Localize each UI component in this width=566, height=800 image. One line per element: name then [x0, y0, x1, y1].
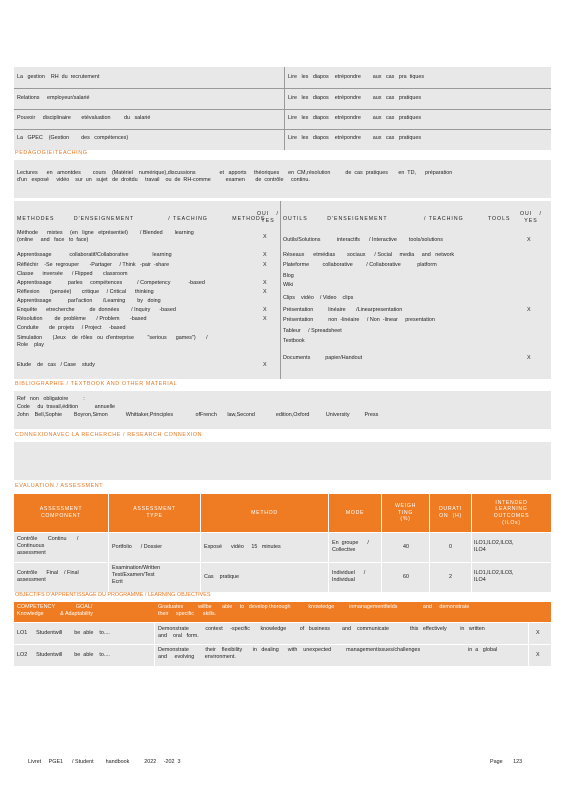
- tool-item: Wiki: [283, 282, 294, 288]
- tool-item: Clips vidéo / Video clips: [283, 295, 354, 301]
- tool-item: Tableur / Spreadsheet: [283, 328, 342, 334]
- tool-item: Outils/Solutions interactifs / Interactive tools/solutions: [283, 237, 443, 243]
- objectives-title: OBJECTIFS D'APPRENTISSAGE DU PROGRAMME / LEARNING OBJECTIVES: [15, 592, 211, 598]
- method-item: Méthode mixtes (en ligne etprésentiel) / Blended learning (online and face to face): [17, 230, 194, 243]
- method-item: Résolution de problème / Problem -based: [17, 316, 147, 322]
- objective-desc: Demonstrate context -specific knowledge of business and communicate this effectively in written and oral form.: [158, 626, 485, 639]
- method-item: Conduite de projets / Project -based: [17, 325, 126, 331]
- ue-row-right: Lire les diapos etrépondre aux cas pratiques: [288, 135, 422, 141]
- eval-weighting: 40: [403, 544, 409, 550]
- method-mark: X: [263, 252, 267, 258]
- bibliography-title: BIBLIOGRAPHIE / TEXTBOOK AND OTHER MATERIAL: [15, 381, 178, 387]
- method-item: Réfléchir -Se regrouper -Partager / Think -pair -share: [17, 262, 170, 268]
- tool-item: Réseaux etmédias sociaux / Social media and network: [283, 252, 455, 258]
- eval-type: Examination/Written Test/Examen/Test Ecrit: [112, 565, 161, 585]
- pedagogie-text: Lectures en amontdes cours (Matériel numérique),discussions et apports théoriques en CM,résolution de cas pratiques en TD, préparation d'un exposé vidéo sur un sujet de droitdu travail ou de RH-comme examen de contrôle continu.: [17, 170, 453, 183]
- tool-mark: X: [527, 355, 531, 361]
- method-mark: X: [263, 362, 267, 368]
- eval-method: Exposé vidéo 15 minutes: [204, 544, 281, 550]
- eval-header-mode: MODE: [329, 494, 381, 532]
- ue-row-right: Lire les diapos etrépondre aux cas pratiques: [288, 115, 422, 121]
- tool-item: Documents papier/Handout: [283, 355, 363, 361]
- tool-item: Présentation linéaire /Linearpresentation: [283, 307, 403, 313]
- tool-item: Présentation non -linéaire / Non -linear presentation: [283, 317, 435, 323]
- method-item: Simulation (Jeux de rôles ou d'entreprise "serious games") / Role play: [17, 335, 208, 348]
- ue-row-right: Lire les diapos etrépondre aux cas pra tiques: [288, 74, 425, 80]
- method-item: Apprentissage parl'action /Learning by doing: [17, 298, 161, 304]
- method-item: Etude de cas / Case study: [17, 362, 95, 368]
- objective-desc: Demonstrate their flexibility in dealing with unexpected managementissues/challenges in a global and evolving environment.: [158, 647, 498, 660]
- method-mark: X: [263, 307, 267, 313]
- objective-mark: X: [536, 630, 540, 636]
- tool-item: Plateforme collaborative / Collaborative platform: [283, 262, 437, 268]
- method-item: Enquête etrecherche de données / Inquiry -based: [17, 307, 176, 313]
- eval-mode: Individuel / Individual: [332, 570, 366, 583]
- eval-header-type: ASSESSMENT TYPE: [109, 494, 200, 532]
- eval-component: Contrôle Continu / Continuous assessment: [17, 536, 79, 556]
- tools-yes-header: OUI / YES: [520, 211, 542, 224]
- method-mark: X: [263, 262, 267, 268]
- ue-row-left: La GPEC (Gestion des compétences): [17, 135, 129, 141]
- bibliography-line: John Bell,Sophie Boyron,Simon Whittaker,Principles ofFrench law,Second edition,Oxford University Press: [17, 412, 379, 418]
- objectives-header-left: COMPETENCY GOAL/ Knowledge & Adaptability: [17, 604, 93, 617]
- ue-row-right: Lire les diapos etrépondre aux cas pratiques: [288, 95, 422, 101]
- eval-method: Cas pratique: [204, 574, 240, 580]
- objective-lo: LO2 Studentwill be able to....: [17, 652, 110, 658]
- methods-header: METHODES D'ENSEIGNEMENT / TEACHING METHODS: [17, 216, 266, 222]
- eval-duration: 2: [449, 574, 452, 580]
- method-mark: X: [263, 234, 267, 240]
- eval-weighting: 60: [403, 574, 409, 580]
- ue-row-left: Relations employeur/salarié: [17, 95, 90, 101]
- tools-header: OUTILS D'ENSEIGNEMENT / TEACHING TOOLS: [283, 216, 511, 222]
- tool-item: Blog: [283, 273, 294, 279]
- ue-row-left: Pouvoir disciplinaire etévaluation du salarié: [17, 115, 151, 121]
- method-item: Apprentissage parles compétences / Competency -based: [17, 280, 205, 286]
- eval-duration: 0: [449, 544, 452, 550]
- eval-component: Contrôle Final / Final assessment: [17, 570, 79, 583]
- method-item: Classe inversée / Flipped classroom: [17, 271, 128, 277]
- research-title: CONNEXIONAVEC LA RECHERCHE / RESEARCH CONNEXION: [15, 432, 203, 438]
- eval-mode: En groupe / Collective: [332, 540, 369, 553]
- eval-type: Portfolio / Dossier: [112, 544, 163, 550]
- ue-row-left: La gestion RH du recrutement: [17, 74, 100, 80]
- method-item: Réflexion (pensée) critique / Critical thinking: [17, 289, 154, 295]
- research-panel: [14, 442, 551, 480]
- eval-header-duration: DURATI ON (H): [430, 494, 471, 532]
- eval-header-method: METHOD: [201, 494, 328, 532]
- objective-lo: LO1 Studentwill be able to....: [17, 630, 110, 636]
- tool-item: Textbook: [283, 338, 305, 344]
- methods-yes-header: OUI / YES: [257, 211, 279, 224]
- method-item: Apprentissage collaboratif/Collaborative learning: [17, 252, 172, 258]
- eval-header-component: ASSESSMENT COMPONENT: [14, 494, 108, 532]
- method-mark: X: [263, 280, 267, 286]
- footer-page: Page 123: [490, 759, 523, 765]
- footer-left: Livret PGE1 / Student handbook 2022 -202 3: [28, 759, 181, 765]
- objectives-header-right: Graduates willbe able to develop thorough knowledge inmanagementfields and demonstrate their specific skills.: [158, 604, 470, 617]
- bibliography-line: Code du travail,édition annuelle: [17, 404, 115, 410]
- tool-mark: X: [527, 307, 531, 313]
- eval-outcomes: ILO1,ILO2,ILO3, ILO4: [474, 540, 514, 553]
- objective-mark: X: [536, 652, 540, 658]
- method-mark: X: [263, 289, 267, 295]
- method-mark: X: [263, 316, 267, 322]
- pedagogie-title: PEDAGOGIE/TEACHING: [15, 150, 88, 156]
- tool-mark: X: [527, 237, 531, 243]
- eval-header-weighting: WEIGH TING (%): [382, 494, 429, 532]
- eval-header-outcomes: INTENDED LEARNING OUTCOMES (ILOs): [472, 494, 551, 532]
- eval-outcomes: ILO1,ILO2,ILO3, ILO4: [474, 570, 514, 583]
- bibliography-line: Ref non obligatoire :: [17, 396, 85, 402]
- evaluation-title: EVALUATION / ASSESSMENT: [15, 483, 104, 489]
